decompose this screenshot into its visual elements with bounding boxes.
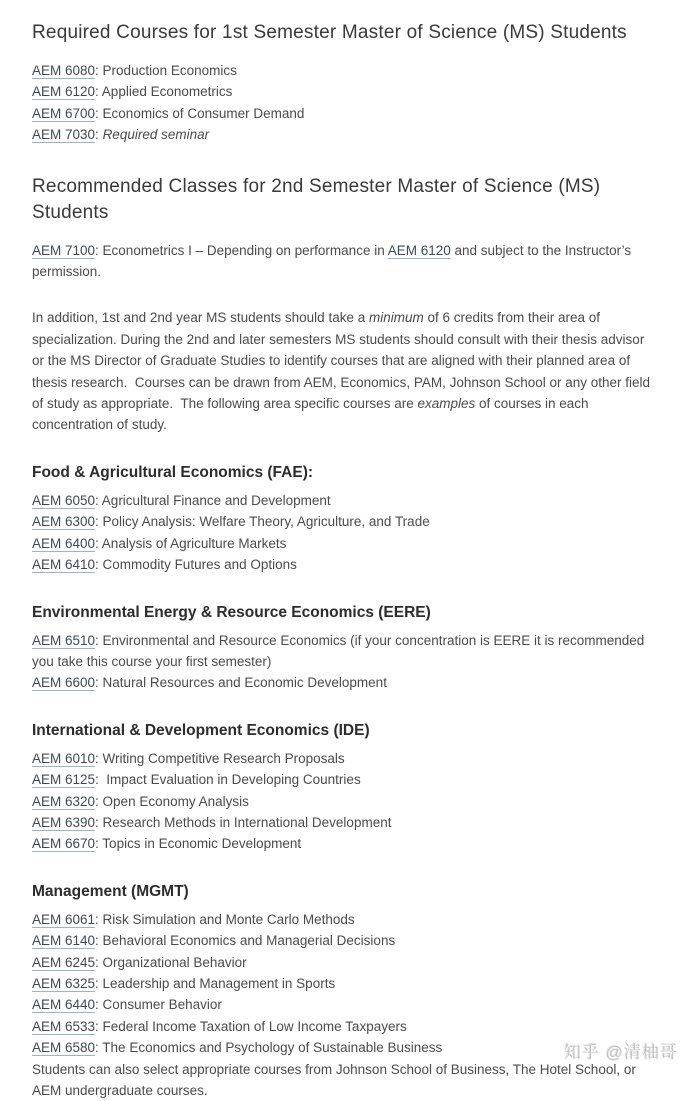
course-link[interactable]: AEM 6400 bbox=[32, 535, 96, 551]
course-description: : Analysis of Agriculture Markets bbox=[95, 535, 287, 551]
course-description: : Research Methods in International Development bbox=[95, 814, 392, 830]
eere-course-list bbox=[32, 630, 652, 694]
course-description: : Environmental and Resource Economics (if your concentration is EERE it is recommended you take this course your first semester) bbox=[32, 632, 649, 669]
course-item bbox=[32, 124, 652, 145]
paragraph-text: of courses in each concentration of study. bbox=[32, 396, 593, 433]
heading-required-courses-sem1: Required Courses for 1st Semester Master of Science (MS) Students bbox=[32, 22, 627, 43]
mgmt-course-list bbox=[32, 909, 652, 1101]
course-description: : Federal Income Taxation of Low Income Taxpayers bbox=[95, 1018, 407, 1034]
course-link[interactable]: AEM 6600 bbox=[32, 675, 96, 691]
paragraph-text-italic: examples bbox=[417, 396, 476, 412]
course-link[interactable]: AEM 6390 bbox=[32, 814, 96, 830]
course-description: : Behavioral Economics and Managerial Decisions bbox=[95, 933, 396, 949]
course-description: : Natural Resources and Economic Development bbox=[95, 675, 387, 691]
course-link[interactable]: AEM 6120 bbox=[387, 242, 451, 258]
course-link[interactable]: AEM 6440 bbox=[32, 997, 96, 1013]
course-description: and subject to the Instructor’s permission. bbox=[32, 242, 635, 280]
course-item bbox=[32, 952, 652, 973]
course-description: : Risk Simulation and Monte Carlo Methods bbox=[95, 911, 355, 927]
course-link[interactable]: AEM 6320 bbox=[32, 793, 96, 809]
fae-course-list bbox=[32, 490, 652, 576]
course-item bbox=[32, 672, 652, 693]
course-item bbox=[32, 994, 652, 1015]
course-description: : Consumer Behavior bbox=[95, 997, 222, 1013]
course-item bbox=[32, 909, 652, 930]
course-link[interactable]: AEM 6245 bbox=[32, 954, 96, 970]
course-link[interactable]: AEM 6580 bbox=[32, 1040, 96, 1056]
zhihu-watermark: 知乎 @清柚哥 bbox=[564, 1043, 678, 1062]
course-link[interactable]: AEM 6061 bbox=[32, 911, 96, 927]
required-sem1-course-list bbox=[32, 60, 652, 146]
course-description: : Econometrics I – Depending on performance in bbox=[95, 242, 388, 258]
course-item bbox=[32, 240, 652, 283]
course-link[interactable]: AEM 6120 bbox=[32, 84, 96, 100]
course-item bbox=[32, 60, 652, 81]
course-description: : Policy Analysis: Welfare Theory, Agriculture, and Trade bbox=[95, 514, 430, 530]
course-item bbox=[32, 81, 652, 102]
course-description: : Topics in Economic Development bbox=[95, 836, 302, 852]
heading-mgmt: Management (MGMT) bbox=[32, 882, 189, 900]
course-description-italic: Required seminar bbox=[102, 127, 210, 143]
mgmt-note: Students can also select appropriate courses from Johnson School of Business, The Hotel School, or AEM undergraduate courses. bbox=[32, 1061, 639, 1098]
course-item bbox=[32, 769, 652, 790]
course-item bbox=[32, 1016, 652, 1037]
course-item bbox=[32, 554, 652, 575]
course-description: : Production Economics bbox=[95, 63, 237, 78]
course-item bbox=[32, 1037, 652, 1058]
paragraph-text: In addition, 1st and 2nd year MS students should take a bbox=[32, 310, 369, 326]
course-link[interactable]: AEM 6050 bbox=[32, 492, 96, 508]
course-item bbox=[32, 973, 652, 994]
course-link[interactable]: AEM 6670 bbox=[32, 836, 96, 852]
course-link[interactable]: AEM 6125 bbox=[32, 772, 96, 788]
course-item bbox=[32, 533, 652, 554]
course-description: : Writing Competitive Research Proposals bbox=[95, 750, 345, 766]
ide-course-list bbox=[32, 748, 652, 855]
course-link[interactable]: AEM 6533 bbox=[32, 1018, 96, 1034]
course-link[interactable]: AEM 6510 bbox=[32, 632, 96, 648]
course-link[interactable]: AEM 6140 bbox=[32, 933, 96, 949]
course-item bbox=[32, 103, 652, 124]
course-item bbox=[32, 630, 652, 673]
course-item bbox=[32, 791, 652, 812]
course-description: : The Economics and Psychology of Sustainable Business bbox=[95, 1040, 443, 1056]
heading-recommended-courses-sem2: Recommended Classes for 2nd Semester Master of Science (MS) Students bbox=[32, 175, 606, 223]
heading-fae: Food & Agricultural Economics (FAE): bbox=[32, 463, 314, 481]
paragraph-text: of 6 credits from their area of specialization. During the 2nd and later semesters MS students should consult with their thesis advisor or the MS Director of Graduate Studies to identify courses that are aligned with their planned area of thesis research. Courses can be drawn from AEM, Economics, PAM, Johnson School or any other field of study as appropriate. The following area specific courses are bbox=[32, 310, 654, 412]
course-description: : Applied Econometrics bbox=[95, 84, 233, 100]
course-link[interactable]: AEM 6300 bbox=[32, 514, 96, 530]
course-separator: : bbox=[95, 127, 103, 143]
course-link[interactable]: AEM 6410 bbox=[32, 557, 96, 573]
paragraph-text-italic: minimum bbox=[368, 310, 424, 326]
course-link[interactable]: AEM 6325 bbox=[32, 975, 96, 991]
course-description: : Leadership and Management in Sports bbox=[95, 975, 336, 991]
heading-eere: Environmental Energy & Resource Economics (EERE) bbox=[32, 603, 431, 621]
course-item bbox=[32, 812, 652, 833]
course-item bbox=[32, 930, 652, 951]
course-description: : Commodity Futures and Options bbox=[95, 557, 297, 573]
course-description: : Open Economy Analysis bbox=[95, 793, 249, 809]
course-description: : Agricultural Finance and Development bbox=[95, 492, 331, 508]
course-description: : Impact Evaluation in Developing Countries bbox=[95, 772, 361, 788]
course-link[interactable]: AEM 6010 bbox=[32, 750, 96, 766]
course-item bbox=[32, 511, 652, 532]
course-description: : Economics of Consumer Demand bbox=[95, 105, 305, 121]
course-item bbox=[32, 833, 652, 854]
course-link[interactable]: AEM 7100 bbox=[32, 242, 96, 258]
heading-ide: International & Development Economics (IDE) bbox=[32, 721, 370, 739]
course-link[interactable]: AEM 7030 bbox=[32, 127, 96, 143]
specialization-intro-paragraph bbox=[32, 307, 652, 435]
course-item bbox=[32, 748, 652, 769]
course-link[interactable]: AEM 6700 bbox=[32, 105, 96, 121]
course-item bbox=[32, 490, 652, 511]
course-link[interactable]: AEM 6080 bbox=[32, 63, 96, 78]
course-description: : Organizational Behavior bbox=[95, 954, 247, 970]
